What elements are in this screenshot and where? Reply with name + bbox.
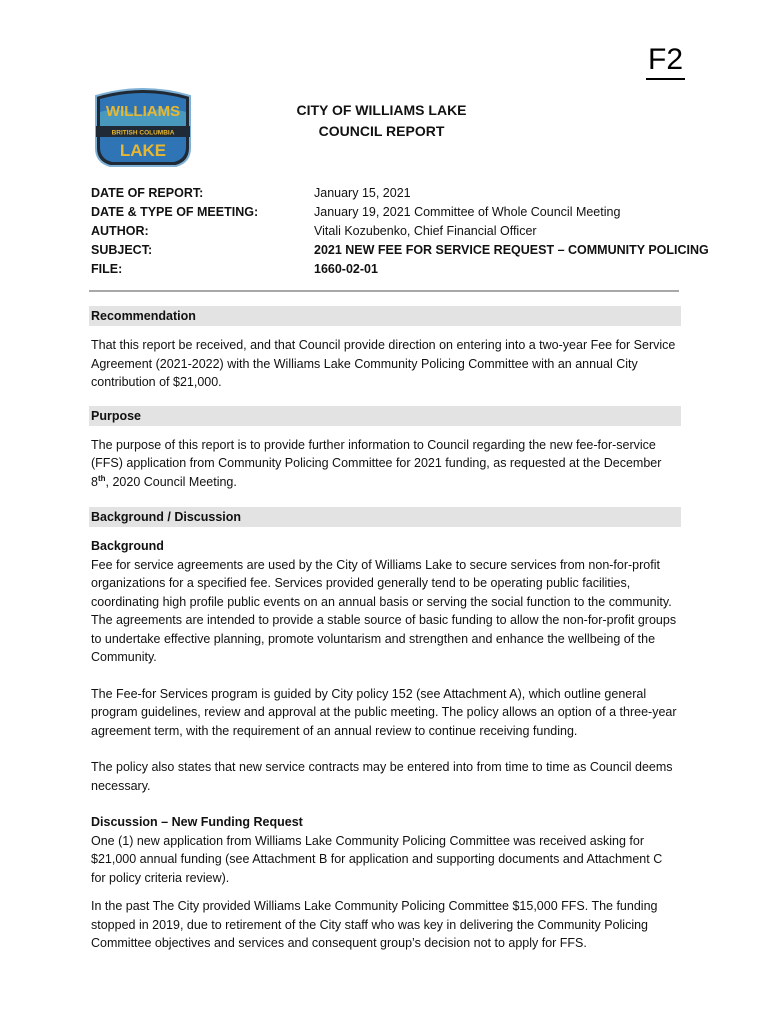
meta-row-subject — [91, 241, 709, 260]
background-paragraph: Fee for service agreements are used by the City of Williams Lake to secure services from non-for-profit organizations for a specified fee. Services provided generally tend to be operating public facilities, coordinating high profile public events on an annual basis or serving the social function to the community. The agreements are intended to provide a stable source of basic funding to allow the non-for-profit groups to undertake effective planning, promote voluntarism and strengthen and enhance the wellbeing of the Community. — [91, 557, 677, 664]
svg-text:BRITISH COLUMBIA: BRITISH COLUMBIA — [111, 129, 175, 137]
discussion-paragraph: In the past The City provided Williams Lake Community Policing Committee $15,000 FFS. The funding stopped in 2019, due to retirement of the City staff who was key in delivering the Community Policing Committee objectives and services and consequent group’s decision not to apply for FFS. — [91, 899, 658, 950]
subheading-background: Background — [91, 539, 164, 553]
meta-value: 2021 NEW FEE FOR SERVICE REQUEST – COMMUNITY POLICING — [314, 243, 709, 257]
meta-row-meeting — [91, 203, 681, 222]
meta-key: FILE: — [91, 262, 123, 276]
meta-row-file — [91, 260, 681, 279]
section-heading-purpose: Purpose — [89, 406, 681, 426]
header-divider — [89, 290, 679, 292]
meta-row-author — [91, 222, 681, 241]
meta-value: January 15, 2021 — [314, 186, 411, 200]
purpose-text — [91, 436, 679, 492]
recommendation-text: That this report be received, and that Council provide direction on entering into a two-year Fee for Service Agreement (2021-2022) with the Williams Lake Community Policing Committee with an annual City contribution of $21,000. — [91, 338, 676, 389]
svg-text:WILLIAMS: WILLIAMS — [105, 103, 181, 120]
section-heading-background-discussion: Background / Discussion — [89, 507, 681, 527]
report-metadata — [91, 184, 709, 279]
purpose-text-part: , 2020 Council Meeting. — [105, 474, 237, 489]
svg-text:LAKE: LAKE — [119, 141, 167, 160]
ordinal-suffix: th — [97, 473, 106, 483]
page-tag: F2 — [646, 43, 685, 80]
meta-value: 1660-02-01 — [314, 262, 378, 276]
meta-value: January 19, 2021 Committee of Whole Council Meeting — [314, 205, 621, 219]
meta-key: DATE OF REPORT: — [91, 186, 204, 200]
meta-key: SUBJECT: — [91, 243, 153, 257]
subheading-discussion: Discussion – New Funding Request — [91, 815, 303, 829]
doc-type: COUNCIL REPORT — [318, 123, 445, 139]
report-body — [89, 306, 681, 953]
meta-key: AUTHOR: — [91, 224, 149, 238]
report-title — [200, 100, 563, 142]
background-paragraph: The Fee-for Services program is guided by City policy 152 (see Attachment A), which outline general program guidelines, review and approval at the public meeting. The policy allows an option of a three-year agreement term, with the requirement of an annual review to continue receiving funding. — [91, 686, 677, 738]
purpose-text-part: The purpose of this report is to provide further information to Council regarding the new fee-for-service (FFS) application from Community Policing Committee for 2021 funding, as requested at the December 8 — [91, 437, 662, 489]
meta-key: DATE & TYPE OF MEETING: — [91, 205, 259, 219]
city-logo — [90, 82, 196, 174]
meta-row-date — [91, 184, 681, 203]
city-logo-emblem — [90, 82, 196, 174]
org-name: CITY OF WILLIAMS LAKE — [296, 102, 467, 118]
background-paragraph: The policy also states that new service contracts may be entered into from time to time as Council deems necessary. — [91, 760, 673, 793]
meta-value: Vitali Kozubenko, Chief Financial Officer — [314, 224, 537, 238]
discussion-paragraph: One (1) new application from Williams Lake Community Policing Committee was received asking for $21,000 annual funding (see Attachment B for application and supporting documents and Attachment C for policy criteria review). — [91, 833, 663, 885]
section-heading-recommendation: Recommendation — [89, 306, 681, 326]
